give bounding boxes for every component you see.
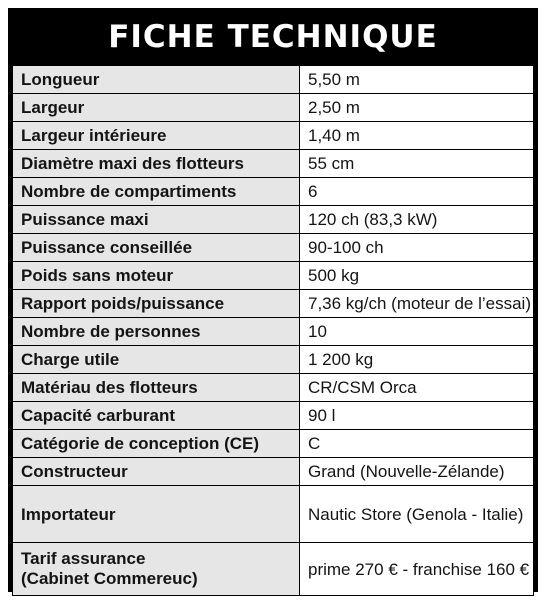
- spec-value: 2,50 m: [300, 94, 534, 122]
- spec-value: 6: [300, 178, 534, 206]
- spec-value: 500 kg: [300, 262, 534, 290]
- spec-label: Longueur: [13, 66, 300, 94]
- spec-label: Rapport poids/puissance: [13, 290, 300, 318]
- table-row: [13, 543, 534, 596]
- spec-label: Poids sans moteur: [13, 262, 300, 290]
- sheet-title: FICHE TECHNIQUE: [108, 18, 438, 55]
- spec-label: Largeur intérieure: [13, 122, 300, 150]
- spec-label: Puissance conseillée: [13, 234, 300, 262]
- table-row: [13, 458, 534, 486]
- table-row: [13, 346, 534, 374]
- spec-label: Diamètre maxi des flotteurs: [13, 150, 300, 178]
- spec-value: 10: [300, 318, 534, 346]
- spec-value: 1 200 kg: [300, 346, 534, 374]
- spec-value: 90 l: [300, 402, 534, 430]
- spec-value: prime 270 € - franchise 160 €: [300, 543, 534, 596]
- spec-label: Constructeur: [13, 458, 300, 486]
- table-row: [13, 290, 534, 318]
- table-row: [13, 234, 534, 262]
- spec-value: 1,40 m: [300, 122, 534, 150]
- table-row: [13, 94, 534, 122]
- table-row: [13, 150, 534, 178]
- spec-label: Nombre de personnes: [13, 318, 300, 346]
- spec-value: 7,36 kg/ch (moteur de l’essai): [300, 290, 534, 318]
- spec-label: Nombre de compartiments: [13, 178, 300, 206]
- table-row: [13, 318, 534, 346]
- spec-label-line-2: (Cabinet Commereuc): [21, 569, 198, 588]
- spec-value: Nautic Store (Genola - Italie): [300, 486, 534, 543]
- spec-value: 90-100 ch: [300, 234, 534, 262]
- spec-value: 5,50 m: [300, 66, 534, 94]
- spec-label: Catégorie de conception (CE): [13, 430, 300, 458]
- spec-table: [12, 65, 534, 596]
- spec-value: 120 ch (83,3 kW): [300, 206, 534, 234]
- spec-value: CR/CSM Orca: [300, 374, 534, 402]
- spec-value: C: [300, 430, 534, 458]
- spec-value: 55 cm: [300, 150, 534, 178]
- table-row: [13, 402, 534, 430]
- table-row: [13, 122, 534, 150]
- table-row: [13, 430, 534, 458]
- table-row: [13, 262, 534, 290]
- table-row: [13, 486, 534, 543]
- table-row: [13, 206, 534, 234]
- spec-label: Largeur: [13, 94, 300, 122]
- spec-label: Puissance maxi: [13, 206, 300, 234]
- spec-label: Matériau des flotteurs: [13, 374, 300, 402]
- spec-value: Grand (Nouvelle-Zélande): [300, 458, 534, 486]
- table-row: [13, 374, 534, 402]
- spec-label: [13, 543, 300, 596]
- spec-label: Capacité carburant: [13, 402, 300, 430]
- table-row: [13, 178, 534, 206]
- spec-label-line-1: Tarif assurance: [21, 549, 146, 568]
- spec-sheet: [8, 8, 538, 592]
- table-row: [13, 66, 534, 94]
- spec-label: Charge utile: [13, 346, 300, 374]
- spec-label: Importateur: [13, 486, 300, 543]
